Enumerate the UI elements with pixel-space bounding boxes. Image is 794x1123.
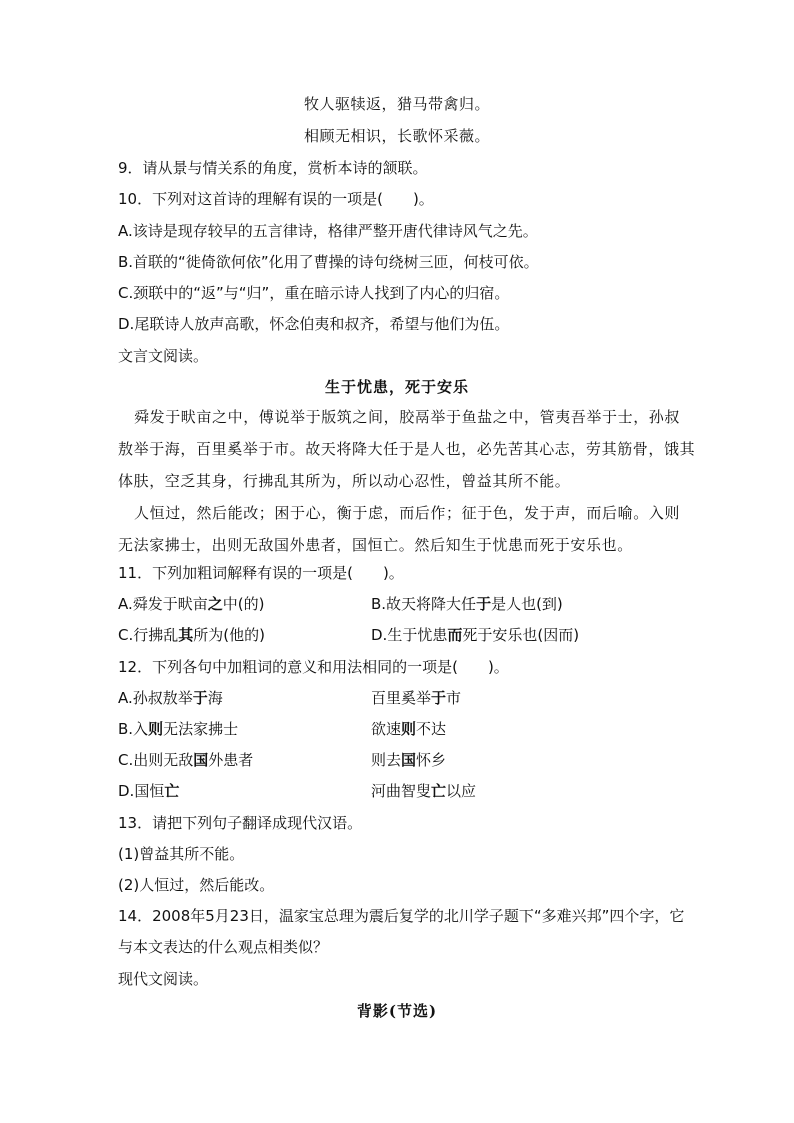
question-9: 9．请从景与情关系的角度，赏析本诗的颔联。 [118,159,428,177]
question-12-option-a-right: 百里奚举于市 [371,689,462,707]
modern-title: 背影(节选) [356,1002,438,1020]
question-10-option-a: A.该诗是现存较早的五言律诗，格律严整开唐代律诗风气之先。 [118,222,538,240]
question-12-option-b-right: 欲速则不达 [371,720,447,738]
question-12-option-a-left: A.孙叔敖举于海 [118,689,223,707]
question-11-stem: 11．下列加粗词解释有误的一项是( )。 [118,564,404,582]
question-12-option-b-left: B.入则无法家拂士 [118,720,239,738]
question-13-item-2: (2)人恒过，然后能改。 [118,876,275,894]
question-10-stem: 10．下列对这首诗的理解有误的一项是( )。 [118,190,434,208]
question-14-line-2: 与本文表达的什么观点相类似？ [118,938,329,956]
classical-line-5: 无法家拂士，出则无敌国外患者，国恒亡。然后知生于忧患而死于安乐也。 [118,536,633,554]
classical-line-2: 敖举于海，百里奚举于市。故天将降大任于是人也，必先苦其心志，劳其筋骨，饿其 [118,440,696,458]
question-10-option-b: B.首联的“徙倚欲何依”化用了曹操的诗句绕树三匝，何枝可依。 [118,253,539,271]
question-11-option-c: C.行拂乱其所为(他的) [118,626,265,644]
question-12-stem: 12．下列各句中加粗词的意义和用法相同的一项是( )。 [118,658,509,676]
question-14-line-1: 14．2008年5月23日，温家宝总理为震后复学的北川学子题下“多难兴邦”四个字，它 [118,907,685,925]
classical-title: 生于忧患，死于安乐 [324,378,469,396]
question-12-option-c-right: 则去国怀乡 [371,751,447,769]
question-11-option-d: D.生于忧患而死于安乐也(因而) [371,626,580,644]
classical-line-4: 人恒过，然后能改；困于心，衡于虑，而后作；征于色，发于声，而后喻。入则 [134,504,681,522]
question-11-option-b: B.故天将降大任于是人也(到) [371,595,563,613]
question-13-item-1: (1)曾益其所不能。 [118,845,245,863]
question-11-option-a: A.舜发于畎亩之中(的) [118,595,265,613]
section-modern-heading: 现代文阅读。 [118,970,209,988]
poem-line-2: 相顾无相识，长歌怀采薇。 [303,127,490,145]
question-10-option-d: D.尾联诗人放声高歌，怀念伯夷和叔齐，希望与他们为伍。 [118,315,510,333]
question-12-option-d-right: 河曲智叟亡以应 [371,782,477,800]
section-classical-heading: 文言文阅读。 [118,347,209,365]
question-12-option-c-left: C.出则无敌国外患者 [118,751,254,769]
classical-line-1: 舜发于畎亩之中，傅说举于版筑之间，胶鬲举于鱼盐之中，管夷吾举于士，孙叔 [134,408,681,426]
question-13-stem: 13．请把下列句子翻译成现代汉语。 [118,814,363,832]
poem-line-1: 牧人驱犊返，猎马带禽归。 [303,95,490,113]
classical-line-3: 体肤，空乏其身，行拂乱其所为，所以动心忍性，曾益其所不能。 [118,472,571,490]
question-12-option-d-left: D.国恒亡 [118,782,180,800]
question-10-option-c: C.颈联中的“返”与“归”，重在暗示诗人找到了内心的归宿。 [118,284,510,302]
